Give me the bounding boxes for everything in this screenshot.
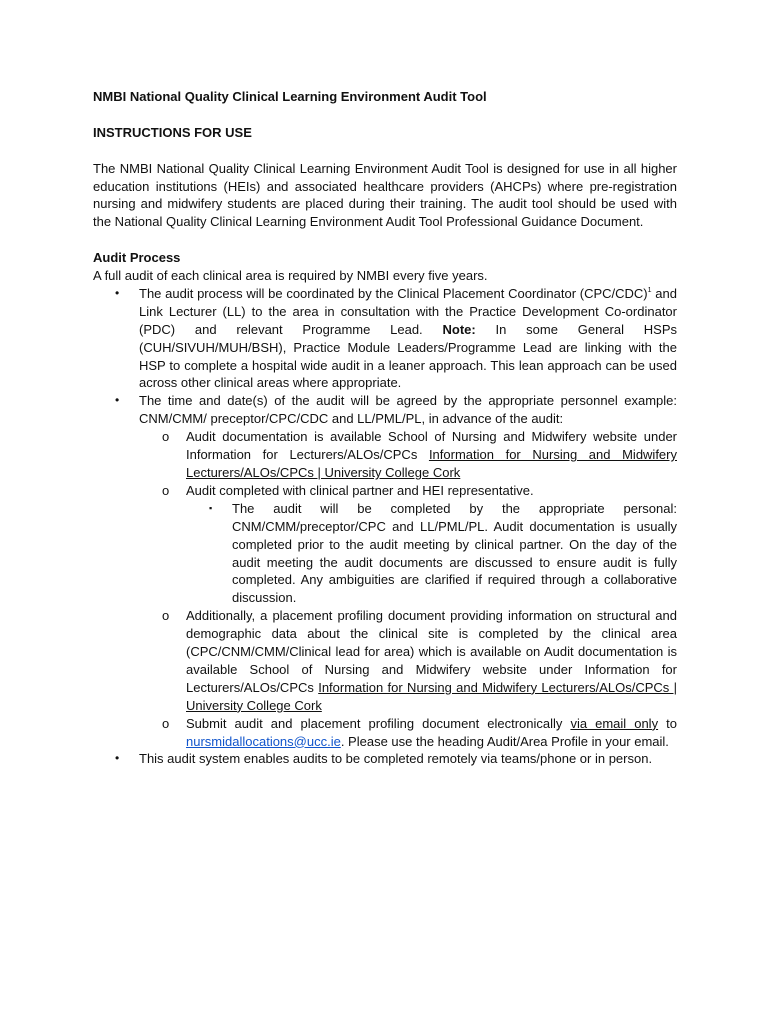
sub-list-item	[93, 428, 677, 482]
bullet-marker: •	[115, 393, 120, 408]
email-link[interactable]: nursmidallocations@ucc.ie	[186, 733, 341, 749]
sub-item-text: Audit completed with clinical partner and HEI representative.	[186, 482, 534, 498]
circle-marker: o	[162, 429, 170, 445]
bullet-text: and Link Lecturer (LL) to the area in consultation with the Practice Development Co-ordinator (PDC) and relevant Programme Lead.	[139, 285, 677, 337]
note-label: Note:	[442, 321, 476, 337]
document-body	[93, 88, 677, 768]
sub-item-text: to	[658, 715, 677, 731]
sub-item-text: Additionally, a placement profiling document providing information on structural and demographic data about the clinical site is completed by the clinical area (CPC/CNM/CMM/Clinical lead for area) which is available on Audit documentation is available School of Nursing and Midwifery website under Information for Lecturers/ALOs/CPCs	[186, 608, 677, 695]
email-only-emphasis: via email only	[570, 715, 659, 731]
bullet-marker: •	[115, 285, 120, 300]
bullet-marker: •	[115, 751, 120, 766]
sub-item-text: . Please use the heading Audit/Area Profile in your email.	[340, 733, 669, 749]
bullet-text: In some General HSPs (CUH/SIVUH/MUH/BSH), Practice Module Leaders/Programme Lead are linking with the HSP to complete a hospital wide audit in a leaner approach. This lean approach can be used across other clinical areas where appropriate.	[139, 321, 678, 391]
list-item	[93, 750, 677, 768]
sub-list-item	[93, 482, 677, 500]
list-item	[93, 392, 677, 428]
bullet-text: The time and date(s) of the audit will be agreed by the appropriate personnel example: CNM/CMM/ preceptor/CPC/CDC and LL/PML/PL, in advance of the audit:	[139, 393, 677, 427]
circle-marker: o	[162, 608, 170, 624]
sub-sub-list-item	[93, 500, 677, 607]
footnote-ref: 1	[647, 286, 652, 294]
circle-marker: o	[162, 715, 170, 731]
sub-list-item	[93, 607, 677, 714]
sub-item-text: Submit audit and placement profiling document electronically	[186, 715, 571, 731]
list-item	[93, 285, 677, 392]
instructions-heading: INSTRUCTIONS FOR USE	[93, 124, 252, 140]
bullet-text: The audit process will be coordinated by the Clinical Placement Coordinator (CPC/CDC)	[139, 285, 648, 301]
sub-list-item	[93, 715, 677, 751]
section-lead: A full audit of each clinical area is required by NMBI every five years.	[93, 268, 488, 284]
section-heading: Audit Process	[93, 250, 181, 266]
square-marker: ▪	[209, 502, 213, 513]
bullet-text: This audit system enables audits to be completed remotely via teams/phone or in person.	[139, 751, 653, 767]
sub-sub-item-text: The audit will be completed by the appropriate personal: CNM/CMM/preceptor/CPC and LL/PML/PL. Audit documentation is usually completed prior to the audit meeting by clinical partner. On the day of the audit meeting the audit documents are discussed to ensure audit is fully completed. Any ambiguities are clarified if required through a collaborative discussion.	[232, 500, 677, 606]
ucc-info-link[interactable]: Information for Nursing and Midwifery Lecturers/ALOs/CPCs | University College Cork	[186, 679, 677, 713]
intro-paragraph: The NMBI National Quality Clinical Learning Environment Audit Tool is designed for use in all higher education institutions (HEIs) and associated healthcare providers (AHCPs) where pre-registration nursing and midwifery students are placed during their training. The audit tool should be used with the National Quality Clinical Learning Environment Audit Tool Professional Guidance Document.	[93, 160, 677, 230]
ucc-info-link[interactable]: Information for Nursing and Midwifery Lecturers/ALOs/CPCs | University College Cork	[186, 447, 677, 480]
circle-marker: o	[162, 482, 170, 498]
document-title: NMBI National Quality Clinical Learning Environment Audit Tool	[93, 89, 487, 104]
bullet-list	[93, 285, 677, 768]
sub-item-text: Audit documentation is available School of Nursing and Midwifery website under Information for Lecturers/ALOs/CPCs	[186, 429, 677, 463]
